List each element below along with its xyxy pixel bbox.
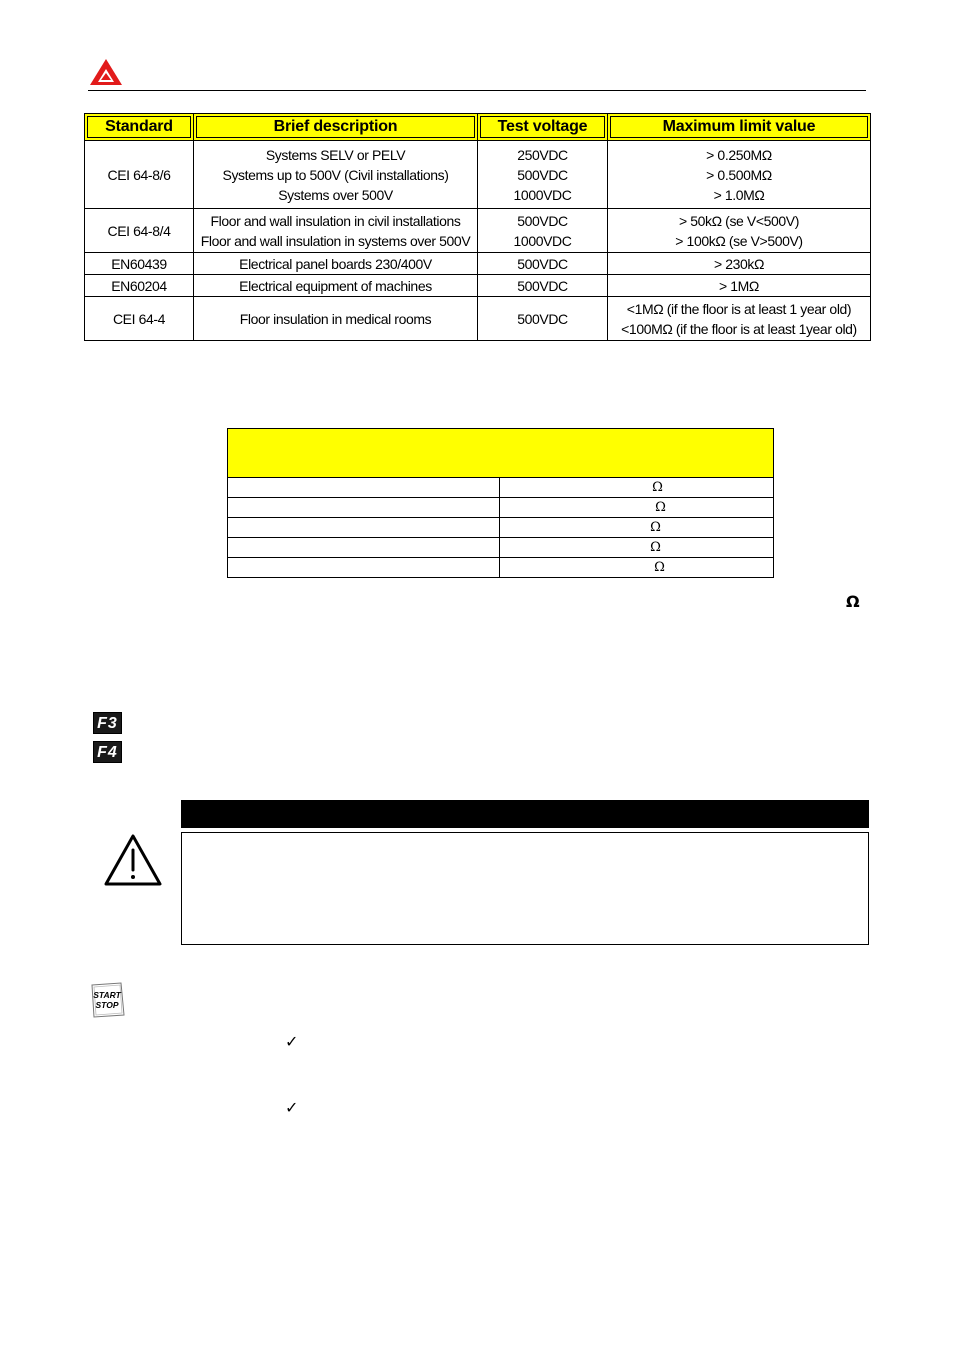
cell-left (228, 558, 500, 578)
column-header-limit: Maximum limit value (608, 114, 871, 141)
warning-triangle-icon (103, 832, 163, 888)
table-row (228, 538, 774, 558)
cell-right (500, 518, 774, 538)
table-row (228, 558, 774, 578)
ohm-symbol: Ω (654, 560, 665, 575)
ohm-symbol: Ω (652, 480, 663, 495)
header-divider (88, 90, 866, 91)
resistance-table (227, 428, 774, 578)
cell-voltage: 500VDC 1000VDC (478, 209, 608, 253)
cell-voltage: 500VDC (478, 275, 608, 297)
start-stop-key-icon[interactable] (91, 982, 125, 1018)
warning-title-bar (181, 800, 869, 828)
f4-key-icon[interactable]: F4 (93, 741, 122, 763)
cell-voltage: 500VDC (478, 297, 608, 341)
cell-standard: CEI 64-8/6 (85, 141, 194, 209)
checkmark-icon: ✓ (285, 1098, 299, 1117)
table-row (228, 478, 774, 498)
cell-limit: > 0.250MΩ > 0.500MΩ > 1.0MΩ (608, 141, 871, 209)
warning-box (181, 832, 869, 945)
svg-text:STOP: STOP (95, 1000, 119, 1010)
cell-description: Electrical panel boards 230/400V (194, 253, 478, 275)
cell-right (500, 478, 774, 498)
f3-key-icon[interactable]: F3 (93, 712, 122, 734)
ohm-symbol: Ω (655, 500, 666, 515)
table-row (85, 297, 871, 341)
table-row (85, 141, 871, 209)
cell-limit: > 230kΩ (608, 253, 871, 275)
checkmark-icon: ✓ (285, 1032, 299, 1051)
cell-right (500, 558, 774, 578)
cell-standard: EN60439 (85, 253, 194, 275)
cell-right (500, 538, 774, 558)
column-header-standard: Standard (85, 114, 194, 141)
table-row (228, 498, 774, 518)
table-row (85, 275, 871, 297)
cell-left (228, 478, 500, 498)
cell-voltage: 250VDC 500VDC 1000VDC (478, 141, 608, 209)
cell-limit: <1MΩ (if the floor is at least 1 year old) <100MΩ (if the floor is at least 1year old) (608, 297, 871, 341)
cell-right (500, 498, 774, 518)
cell-description: Systems SELV or PELV Systems up to 500V (Civil installations) Systems over 500V (194, 141, 478, 209)
cell-limit: > 1MΩ (608, 275, 871, 297)
table-header-row (85, 114, 871, 141)
cell-left (228, 538, 500, 558)
brand-logo-icon (89, 58, 123, 86)
table-row (85, 209, 871, 253)
column-header-description: Brief description (194, 114, 478, 141)
svg-text:START: START (93, 990, 121, 1000)
cell-description: Floor and wall insulation in civil installations Floor and wall insulation in systems over 500V (194, 209, 478, 253)
table-row (85, 253, 871, 275)
cell-left (228, 518, 500, 538)
table-row (228, 518, 774, 538)
column-header-voltage: Test voltage (478, 114, 608, 141)
ohm-symbol: Ω (650, 540, 661, 555)
cell-limit: > 50kΩ (se V<500V) > 100kΩ (se V>500V) (608, 209, 871, 253)
ohm-symbol: Ω (846, 592, 860, 611)
cell-description: Floor insulation in medical rooms (194, 297, 478, 341)
cell-standard: CEI 64-4 (85, 297, 194, 341)
standards-table (84, 113, 871, 341)
cell-standard: CEI 64-8/4 (85, 209, 194, 253)
ohm-symbol: Ω (650, 520, 661, 535)
resistance-table-header (228, 429, 774, 478)
cell-standard: EN60204 (85, 275, 194, 297)
cell-left (228, 498, 500, 518)
cell-voltage: 500VDC (478, 253, 608, 275)
cell-description: Electrical equipment of machines (194, 275, 478, 297)
